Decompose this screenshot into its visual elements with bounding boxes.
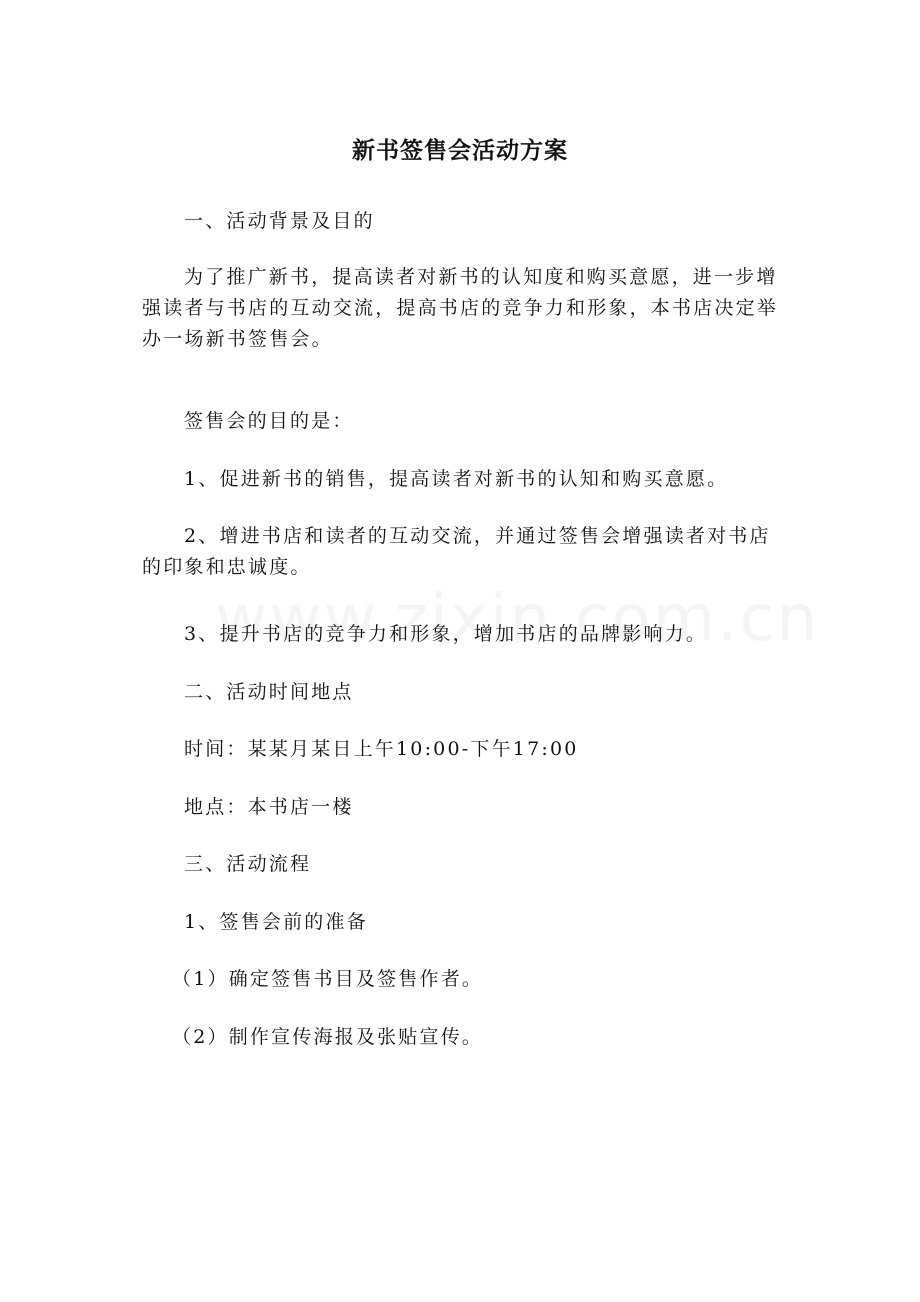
- list-item-purpose-1: 1、促进新书的销售，提高读者对新书的认知和购买意愿。: [184, 468, 729, 490]
- list-item-purpose-3: 3、提升书店的竞争力和形象，增加书店的品牌影响力。: [184, 623, 708, 645]
- section-heading-background: 一、活动背景及目的: [184, 210, 375, 232]
- section-heading-process: 三、活动流程: [184, 853, 312, 875]
- list-item-prep-2: （2）制作宣传海报及张贴宣传。: [172, 1026, 484, 1048]
- paragraph-background: 为了推广新书，提高读者对新书的认知度和购买意愿，进一步增强读者与书店的互动交流，提高书店的竞争力和形象，本书店决定举办一场新书签售会。: [142, 266, 779, 350]
- document-title: 新书签售会活动方案: [352, 138, 568, 164]
- list-item-prep-1: （1）确定签售书目及签售作者。: [172, 968, 484, 990]
- list-item-purpose-2: 2、增进书店和读者的互动交流，并通过签售会增强读者对书店的印象和忠诚度。: [142, 525, 771, 578]
- paragraph-purpose-intro: 签售会的目的是：: [184, 410, 354, 432]
- time-line: 时间：某某月某日上午10:00-下午17:00: [184, 738, 579, 760]
- place-line: 地点：本书店一楼: [184, 796, 354, 818]
- section-heading-time-place: 二、活动时间地点: [184, 681, 354, 703]
- subsection-heading-preparation: 1、签售会前的准备: [184, 911, 368, 933]
